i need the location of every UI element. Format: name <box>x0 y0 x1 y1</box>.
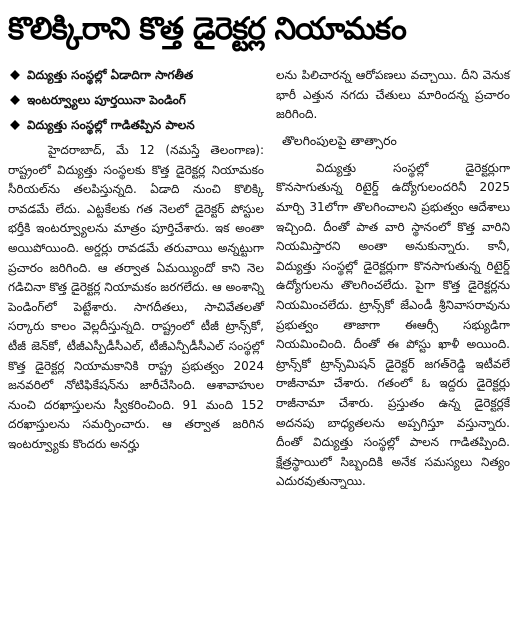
diamond-bullet-icon <box>10 95 20 105</box>
continued-paragraph: లను పిలిచారన్న ఆరోపణలు వచ్చాయి. దీని వెనుక భారీ ఎత్తున నగదు చేతులు మారిందన్న ప్రచారం జరిగింది. <box>276 68 510 122</box>
body-paragraph: విద్యుత్తు సంస్థల్లో డైరెక్టర్లుగా కొనసాగుతున్న రిటైర్డ్ ఉద్యోగులందరినీ 2025 మార్చి 31లోగా తొలగించాలని ప్రభుత్వం ఆదేశాలు ఇచ్చింది. దీంతో పాత వారి స్థానంలో కొత్త వారిని నియమిస్తారని అంతా అనుకున్నారు. కానీ, విద్యుత్తు సంస్థల్లో డైరెక్టర్లుగా కొనసాగుతున్న రిటైర్డ్ ఉద్యోగులను తొలగించలేదు. పైగా కొత్త డైరెక్టర్లను నియమించలేదు. ట్రాన్స్‌కో జేఎండీ శ్రీనివాసరావును ప్రభుత్వం తాజాగా ఈఆర్సీ సభ్యుడిగా నియమించింది. దీంతో ఈ పోస్టు ఖాళీ అయింది. ట్రాన్స్‌కో ట్రాన్స్‌మిషన్ డైరెక్టర్ జగత్‌రెడ్డి ఇటీవలే రాజీనామా చేశారు. గతంలో ఓ ఇద్దరు డైరెక్టర్లు రాజీనామా చేశారు. ప్రస్తుతం ఉన్న డైరెక్టర్లకే అదనపు బాధ్యతలను అప్పగిస్తూ వస్తున్నారు. దీంతో విద్యుత్తు సంస్థల్లో పాలన గాడితప్పింది. క్షేత్రస్థాయిలో సిబ్బందికి అనేక సమస్యలు నిత్యం ఎదురవుతున్నాయి. <box>276 160 510 489</box>
article-columns <box>8 66 510 492</box>
bullet-text: ఇంటర్వ్యూలు పూర్తయినా పెండింగ్ <box>27 93 186 107</box>
bullet-item <box>8 91 264 110</box>
right-column <box>276 66 510 492</box>
section-subheading: తొలగింపులపై తాత్సారం <box>282 132 397 148</box>
bullet-text: విద్యుత్తు సంస్థల్లో గాడితప్పిన పాలన <box>27 118 195 132</box>
diamond-bullet-icon <box>10 70 20 80</box>
headline: కొలిక్కిరాని కొత్త డైరెక్టర్ల నియామకం <box>8 11 406 47</box>
bullet-item <box>8 66 264 85</box>
bullet-item <box>8 116 264 135</box>
diamond-bullet-icon <box>10 120 20 130</box>
left-column <box>8 66 264 492</box>
bullet-text: విద్యుత్తు సంస్థల్లో ఏడాదిగా సాగతీత <box>27 68 194 82</box>
lead-paragraph: హైదరాబాద్, మే 12 (నమస్తే తెలంగాణ): రాష్ట్రంలో విద్యుత్తు సంస్థలకు కొత్త డైరెక్టర్ల నియామకం సీరియల్‌ను తలపిస్తున్నది. ఏడాది నుంచి కొలిక్కి రావడమే లేదు. ఎట్టకేలకు గత నెలలో డైరెక్టర్ పోస్టుల భర్తీకి ఇంటర్వ్యూలను మాత్రం పూర్తిచేశారు. ఇక అంతా అయిపోయింది. అర్డర్లు రావడమే తరువాయి అన్నట్టుగా ప్రచారం జరిగింది. ఆ తర్వాత ఏమయ్యిందో కాని నెల గడిచినా కొత్త డైరెక్టర్ల నియామకం జరగలేదు. ఆ అంశాన్ని పెండింగ్‌లో పెట్టేశారు. సాగదీతలు, సాచివేతలతో సర్కారు కాలం వెల్లదీస్తున్నది. రాష్ట్రంలో టీజీ ట్రాన్స్‌కో, టీజీ జెన్‌కో, టీజీఎస్పీడీసీఎల్, టీజీఎన్పీడీసీఎల్ సంస్థల్లో కొత్త డైరెక్టర్ల నియామకానికి రాష్ట్ర ప్రభుత్వం 2024 జనవరిలో నోటిఫికేషన్‌ను జారీచేసింది. ఆశావాహుల నుంచి దరఖాస్తులను స్వీకరించింది. 91 మంది 152 దరఖాస్తులను సమర్పించారు. ఆ తర్వాత జరిగిన ఇంటర్వ్యూకు కొందరు అనర్హు <box>8 143 264 451</box>
